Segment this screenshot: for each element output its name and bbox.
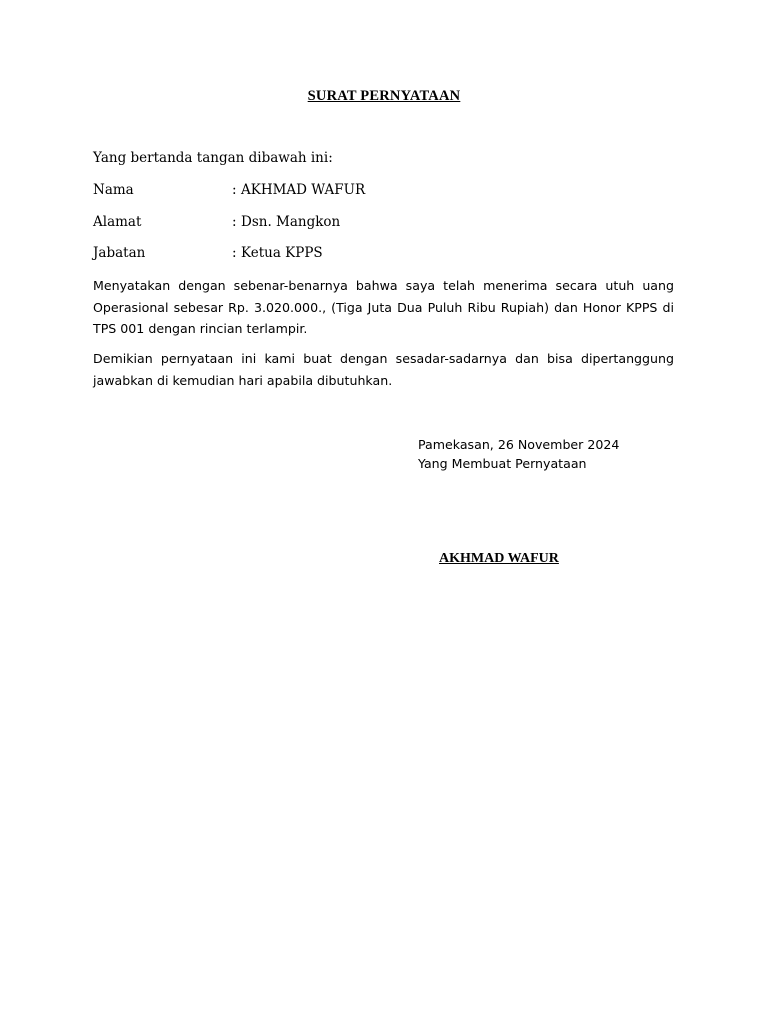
closing-paragraph: Demikian pernyataan ini kami buat dengan sesadar-sadarnya dan bisa dipertanggung jawabkan di kemudian hari apabila dibutuhkan. [93,351,674,388]
field-label: Alamat [93,214,142,230]
place-date: Pamekasan, 26 November 2024 [418,437,620,452]
field-separator: : [232,182,237,198]
field-nama [93,182,493,202]
field-value: Dsn. Mangkon [241,214,341,230]
field-value: Ketua KPPS [241,245,323,261]
field-separator: : [232,245,237,261]
field-jabatan [93,245,493,265]
field-label: Nama [93,182,134,198]
document-title: SURAT PERNYATAAN [307,88,461,104]
intro-text: Yang bertanda tangan dibawah ini: [93,150,333,166]
statement-paragraph: Menyatakan dengan sebenar-benarnya bahwa saya telah menerima secara utuh uang Operasional sebesar Rp. 3.020.000., (Tiga Juta Dua Puluh Ribu Rupiah) dan Honor KPPS di TPS 001 dengan rincian terlampir. [93,278,674,336]
signer-role: Yang Membuat Pernyataan [418,456,587,471]
signer-name: AKHMAD WAFUR [439,551,559,566]
field-value: AKHMAD WAFUR [241,182,366,198]
signature-block [418,435,619,473]
field-alamat [93,214,493,234]
field-separator: : [232,214,237,230]
field-label: Jabatan [93,245,146,261]
